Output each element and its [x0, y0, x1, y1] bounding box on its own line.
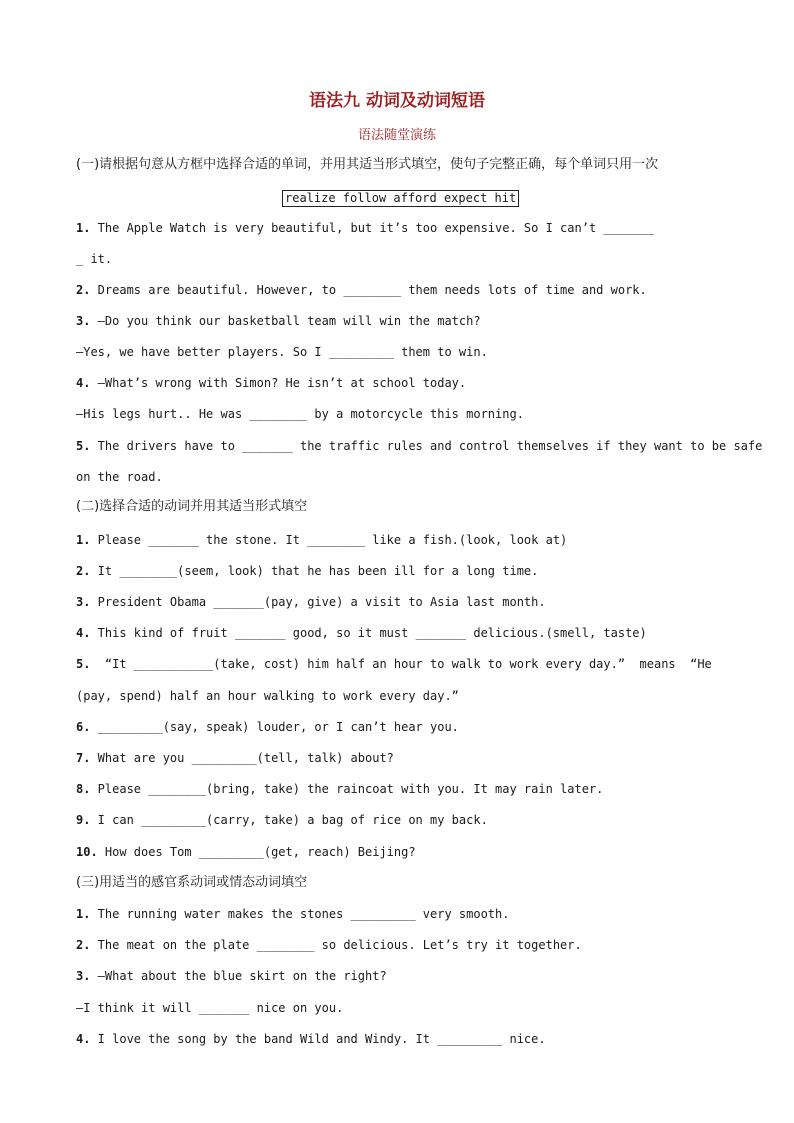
- exercise-line: 1. The running water makes the stones _________ very smooth.: [76, 907, 510, 921]
- exercise-line: 4. —What’s wrong with Simon? He isn’t at school today.: [76, 376, 467, 390]
- exercise-line: 7. What are you _________(tell, talk) about?: [76, 751, 394, 765]
- exercise-line: on the road.: [76, 470, 163, 484]
- exercise-line: 4. This kind of fruit _______ good, so it must _______ delicious.(smell, taste): [76, 626, 647, 640]
- exercise-line: 2. It ________(seem, look) that he has been ill for a long time.: [76, 564, 539, 578]
- exercise-line: —I think it will _______ nice on you.: [76, 1001, 344, 1015]
- page-title: 语法九 动词及动词短语: [309, 91, 485, 111]
- exercise-line: 3. —What about the blue skirt on the right?: [76, 969, 387, 983]
- exercise-line: 1. Please _______ the stone. It ________ like a fish.(look, look at): [76, 533, 568, 547]
- exercise-line: 5. The drivers have to _______ the traffic rules and control themselves if they want to be safe: [76, 439, 763, 453]
- section-2-heading: (二)选择合适的动词并用其适当形式填空: [76, 499, 308, 514]
- page-subtitle: 语法随堂演练: [357, 128, 436, 143]
- exercise-line: (pay, spend) half an hour walking to work every day.”: [76, 689, 459, 703]
- exercise-line: 2. The meat on the plate ________ so delicious. Let’s try it together.: [76, 938, 582, 952]
- exercise-line: 2. Dreams are beautiful. However, to ________ them needs lots of time and work.: [76, 283, 647, 297]
- exercise-line: 6. _________(say, speak) louder, or I can’t hear you.: [76, 720, 459, 734]
- exercise-line: 3. President Obama _______(pay, give) a visit to Asia last month.: [76, 595, 546, 609]
- exercise-line: —His legs hurt.. He was ________ by a motorcycle this morning.: [76, 407, 524, 421]
- exercise-line: 1. The Apple Watch is very beautiful, but it’s too expensive. So I can’t _______: [76, 221, 654, 235]
- word-box: realize follow afford expect hit: [282, 190, 519, 207]
- section-3-heading: (三)用适当的感官系动词或情态动词填空: [76, 875, 308, 890]
- exercise-line: 3. —Do you think our basketball team will win the match?: [76, 314, 481, 328]
- exercise-line: 9. I can _________(carry, take) a bag of rice on my back.: [76, 813, 488, 827]
- exercise-line: 5. “It ___________(take, cost) him half an hour to walk to work every day.” means “He: [76, 657, 712, 671]
- exercise-line: 8. Please ________(bring, take) the raincoat with you. It may rain later.: [76, 782, 604, 796]
- section-1-heading: (一)请根据句意从方框中选择合适的单词，并用其适当形式填空，使句子完整正确，每个单词只用一次: [76, 157, 659, 172]
- exercise-line: 4. I love the song by the band Wild and Windy. It _________ nice.: [76, 1032, 546, 1046]
- exercise-line: 10. How does Tom _________(get, reach) Beijing?: [76, 845, 416, 859]
- exercise-line: —Yes, we have better players. So I _________ them to win.: [76, 345, 488, 359]
- exercise-line: _ it.: [76, 252, 113, 266]
